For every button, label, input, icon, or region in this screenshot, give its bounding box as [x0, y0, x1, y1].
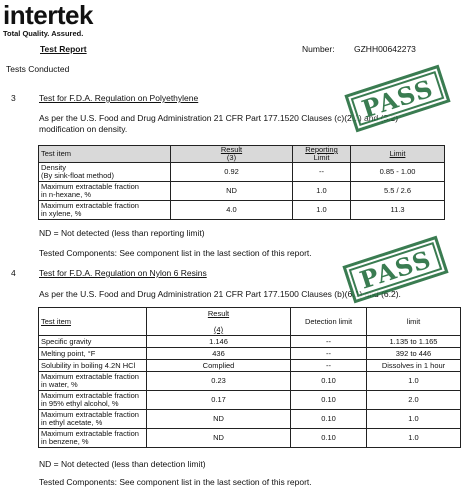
col-limit: Limit — [351, 146, 445, 163]
table-row: Maximum extractable fraction in water, % 0.23 0.10 1.0 — [39, 372, 461, 391]
table-row: Maximum extractable fraction in benzene, % ND 0.10 1.0 — [39, 429, 461, 448]
table-row: Maximum extractable fraction in n-hexane, % ND 1.0 5.5 / 2.6 — [39, 182, 445, 201]
pass-stamp: PASS — [344, 65, 450, 133]
section4-header-row — [39, 308, 461, 336]
col-result: Result (4) — [147, 308, 291, 336]
section4-number: 4 — [11, 268, 16, 278]
pass-stamp: PASS — [342, 236, 448, 304]
col-test-item: Test item — [39, 146, 171, 163]
section3-header-row — [39, 146, 445, 163]
section4-table — [38, 307, 461, 448]
table-row: Specific gravity 1.146 -- 1.135 to 1.165 — [39, 336, 461, 348]
section4-title: Test for F.D.A. Regulation on Nylon 6 Resins — [39, 268, 207, 278]
section3-description-line2: modification on density. — [39, 124, 128, 134]
table-row: Maximum extractable fraction in ethyl acetate, % ND 0.10 1.0 — [39, 410, 461, 429]
section4-tested-components: Tested Components: See component list in the last section of this report. — [39, 477, 312, 487]
table-row: Maximum extractable fraction in 95% ethyl alcohol, % 0.17 0.10 2.0 — [39, 391, 461, 410]
intertek-logo: intertek — [3, 0, 93, 30]
col-result: Result (3) — [171, 146, 293, 163]
table-row: Density (By sink-float method) 0.92 -- 0.85 - 1.00 — [39, 163, 445, 182]
section3-tested-components: Tested Components: See component list in the last section of this report. — [39, 248, 312, 258]
section3-title: Test for F.D.A. Regulation on Polyethylene — [39, 93, 199, 103]
report-title: Test Report — [40, 44, 87, 54]
col-limit: limit — [367, 308, 461, 336]
tagline: Total Quality. Assured. — [3, 29, 84, 38]
col-test-item: Test item — [39, 308, 147, 336]
section4-note: ND = Not detected (less than detection limit) — [39, 459, 206, 469]
section3-number: 3 — [11, 93, 16, 103]
section3-table — [38, 145, 445, 220]
col-detection-limit: Detection limit — [291, 308, 367, 336]
table-row: Melting point, °F 436 -- 392 to 446 — [39, 348, 461, 360]
section3-note: ND = Not detected (less than reporting limit) — [39, 228, 205, 238]
col-reporting-limit: Reporting Limit — [293, 146, 351, 163]
tests-conducted-heading: Tests Conducted — [6, 64, 70, 74]
table-row: Solubility in boiling 4.2N HCl Complied -- Dissolves in 1 hour — [39, 360, 461, 372]
report-number-value: GZHH00642273 — [354, 44, 416, 54]
table-row: Maximum extractable fraction in xylene, % 4.0 1.0 11.3 — [39, 201, 445, 220]
report-number-label: Number: — [302, 44, 335, 54]
section4-description-line1: As per the U.S. Food and Drug Administration 21 CFR Part 177.1500 Clauses (b)(6.1) and (6.2). — [39, 289, 401, 299]
section3-description-line1: As per the U.S. Food and Drug Administration 21 CFR Part 177.1520 Clauses (c)(2.1) and (3.2) — [39, 113, 399, 123]
